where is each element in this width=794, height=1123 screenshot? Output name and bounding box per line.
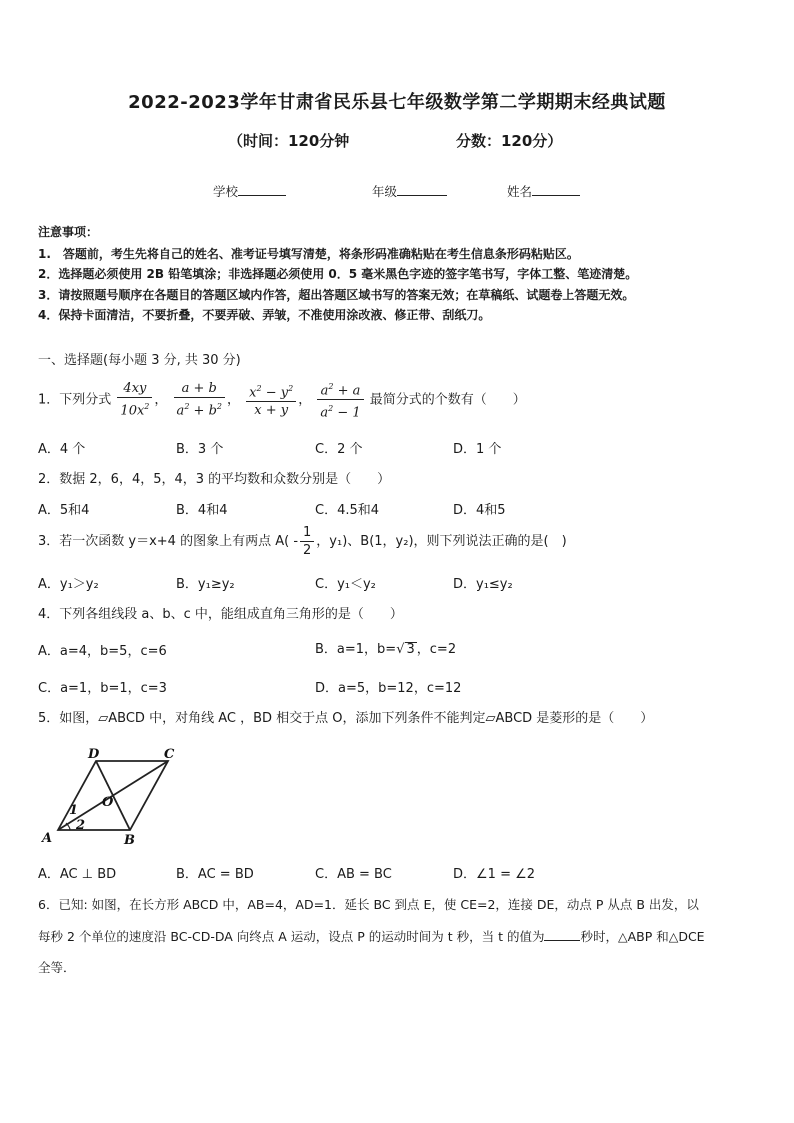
q1-fraction-3: [246, 380, 296, 419]
vertex-b: B: [124, 833, 135, 848]
note-item: 3．请按照题号顺序在各题目的答题区域内作答，超出答题区域书写的答案无效；在草稿纸、试题卷上答题无效。: [38, 288, 635, 302]
q5-option-c[interactable]: C．AB = BC: [315, 867, 392, 882]
question-6-line-1: 6．已知: 如图，在长方形 ABCD 中，AB=4，AD=1．延长 BC 到点 E，使 CE=2，连接 DE，动点 P 从点 B 出发，以: [38, 897, 699, 912]
separator: ，: [226, 392, 240, 408]
section-heading: 一、选择题(每小题 3 分, 共 30 分): [38, 353, 241, 368]
q4-option-a[interactable]: A．a=4，b=5，c=6: [38, 644, 167, 659]
q5-option-d[interactable]: D．∠1 = ∠2: [453, 867, 536, 882]
q1-suffix: 最简分式的个数有（ ）: [369, 392, 526, 408]
sqrt-icon: √: [396, 642, 405, 657]
numerator: 4xy: [117, 380, 152, 398]
q3-stem-end: ，y₁)、B(1，y₂)，则下列说法正确的是( ): [316, 534, 567, 549]
angle-1-label: 1: [69, 803, 79, 818]
q3-option-b[interactable]: B．y₁≥y₂: [176, 577, 235, 592]
q3-option-d[interactable]: D．y₁≤y₂: [453, 577, 513, 592]
question-1: [38, 378, 526, 422]
vertex-c: C: [164, 748, 175, 762]
denominator: x + y: [254, 403, 289, 419]
q6-text-after-blank: 秒时，△ABP 和△DCE: [580, 929, 705, 944]
vertex-a: A: [42, 831, 53, 846]
name-label: 姓名: [507, 184, 533, 199]
question-6-line-2: [38, 926, 705, 945]
note-item: 1. 答题前，考生先将自己的姓名、准考证号填写清楚，将条形码准确粘贴在考生信息条形码粘贴区。: [38, 247, 579, 261]
parallelogram-figure: [36, 748, 186, 848]
grade-blank: [397, 181, 447, 196]
school-label: 学校: [213, 184, 239, 199]
numerator: $x^2 - y^2$: [246, 380, 296, 402]
denominator: $a^2 + b^2$: [176, 402, 222, 419]
separator: ，: [154, 392, 168, 408]
grade-label: 年级: [372, 184, 398, 199]
q1-option-d[interactable]: D．1 个: [453, 442, 502, 457]
q5-option-b[interactable]: B．AC = BD: [176, 867, 254, 882]
question-2: 2．数据 2，6，4，5，4，3 的平均数和众数分别是（ ）: [38, 472, 391, 487]
page-title: 2022-2023学年甘肃省民乐县七年级数学第二学期期末经典试题: [128, 92, 666, 113]
q4-option-b-radicand: 3: [406, 642, 415, 657]
q4-option-c[interactable]: C．a=1，b=1，c=3: [38, 681, 167, 696]
q4-option-d[interactable]: D．a=5，b=12，c=12: [315, 681, 462, 696]
q4-option-b-text: B．a=1，b=: [315, 642, 397, 657]
question-3: [38, 524, 567, 559]
q1-option-b[interactable]: B．3 个: [176, 442, 224, 457]
school-field[interactable]: [213, 181, 286, 200]
q3-fraction: [300, 524, 314, 559]
q2-option-d[interactable]: D．4和5: [453, 503, 506, 518]
q2-option-c[interactable]: C．4.5和4: [315, 503, 380, 518]
separator: ，: [298, 392, 312, 408]
q1-option-a[interactable]: A．4 个: [38, 442, 86, 457]
q1-prefix: 1．下列分式: [38, 392, 112, 408]
question-4: 4．下列各组线段 a、b、c 中，能组成直角三角形的是（ ）: [38, 607, 403, 622]
angle-2-label: 2: [76, 818, 86, 833]
q6-text-before-blank: 每秒 2 个单位的速度沿 BC-CD-DA 向终点 A 运动，设点 P 的运动时间为 t 秒，当 t 的值为: [38, 929, 545, 944]
q1-fraction-2: [174, 380, 225, 419]
q2-option-a[interactable]: A．5和4: [38, 503, 90, 518]
q4-option-b-tail: ，c=2: [416, 642, 457, 657]
name-blank: [532, 181, 580, 196]
exam-score: 分数：120分）: [456, 132, 563, 150]
q1-fraction-4: [317, 378, 363, 422]
numerator: $a^2 + a$: [317, 378, 363, 400]
numerator: 1: [300, 524, 314, 542]
q3-option-a[interactable]: A．y₁＞y₂: [38, 577, 99, 592]
note-item: 2．选择题必须使用 2B 铅笔填涂；非选择题必须使用 0．5 毫米黑色字迹的签字笔书写，字体工整、笔迹清楚。: [38, 267, 638, 281]
denominator: $a^2 - 1$: [320, 404, 361, 421]
exam-time: （时间：120分钟: [228, 132, 350, 150]
q6-answer-blank[interactable]: [544, 926, 580, 941]
note-item: 4．保持卡面清洁，不要折叠，不要弄破、弄皱，不准使用涂改液、修正带、刮纸刀。: [38, 308, 491, 322]
notes-heading: 注意事项：: [38, 225, 99, 239]
q5-option-a[interactable]: A．AC ⊥ BD: [38, 867, 117, 882]
q3-option-c[interactable]: C．y₁＜y₂: [315, 577, 376, 592]
q4-option-b[interactable]: [315, 638, 456, 657]
q1-option-c[interactable]: C．2 个: [315, 442, 363, 457]
question-6-line-3: 全等．: [38, 960, 76, 975]
q3-stem-start: 3．若一次函数 y＝x+4 的图象上有两点 A( -: [38, 534, 299, 549]
school-blank: [238, 181, 286, 196]
grade-field[interactable]: [372, 181, 447, 200]
denominator: $10x^2$: [120, 402, 150, 419]
q1-fraction-1: [117, 380, 152, 419]
denominator: 2: [303, 543, 312, 558]
question-5: 5．如图，▱ABCD 中，对角线 AC ，BD 相交于点 O，添加下列条件不能判定▱ABCD 是菱形的是（ ）: [38, 711, 654, 726]
name-field[interactable]: [507, 181, 580, 200]
numerator: a + b: [174, 380, 225, 398]
center-o: O: [102, 795, 114, 810]
q2-option-b[interactable]: B．4和4: [176, 503, 228, 518]
vertex-d: D: [88, 748, 100, 762]
